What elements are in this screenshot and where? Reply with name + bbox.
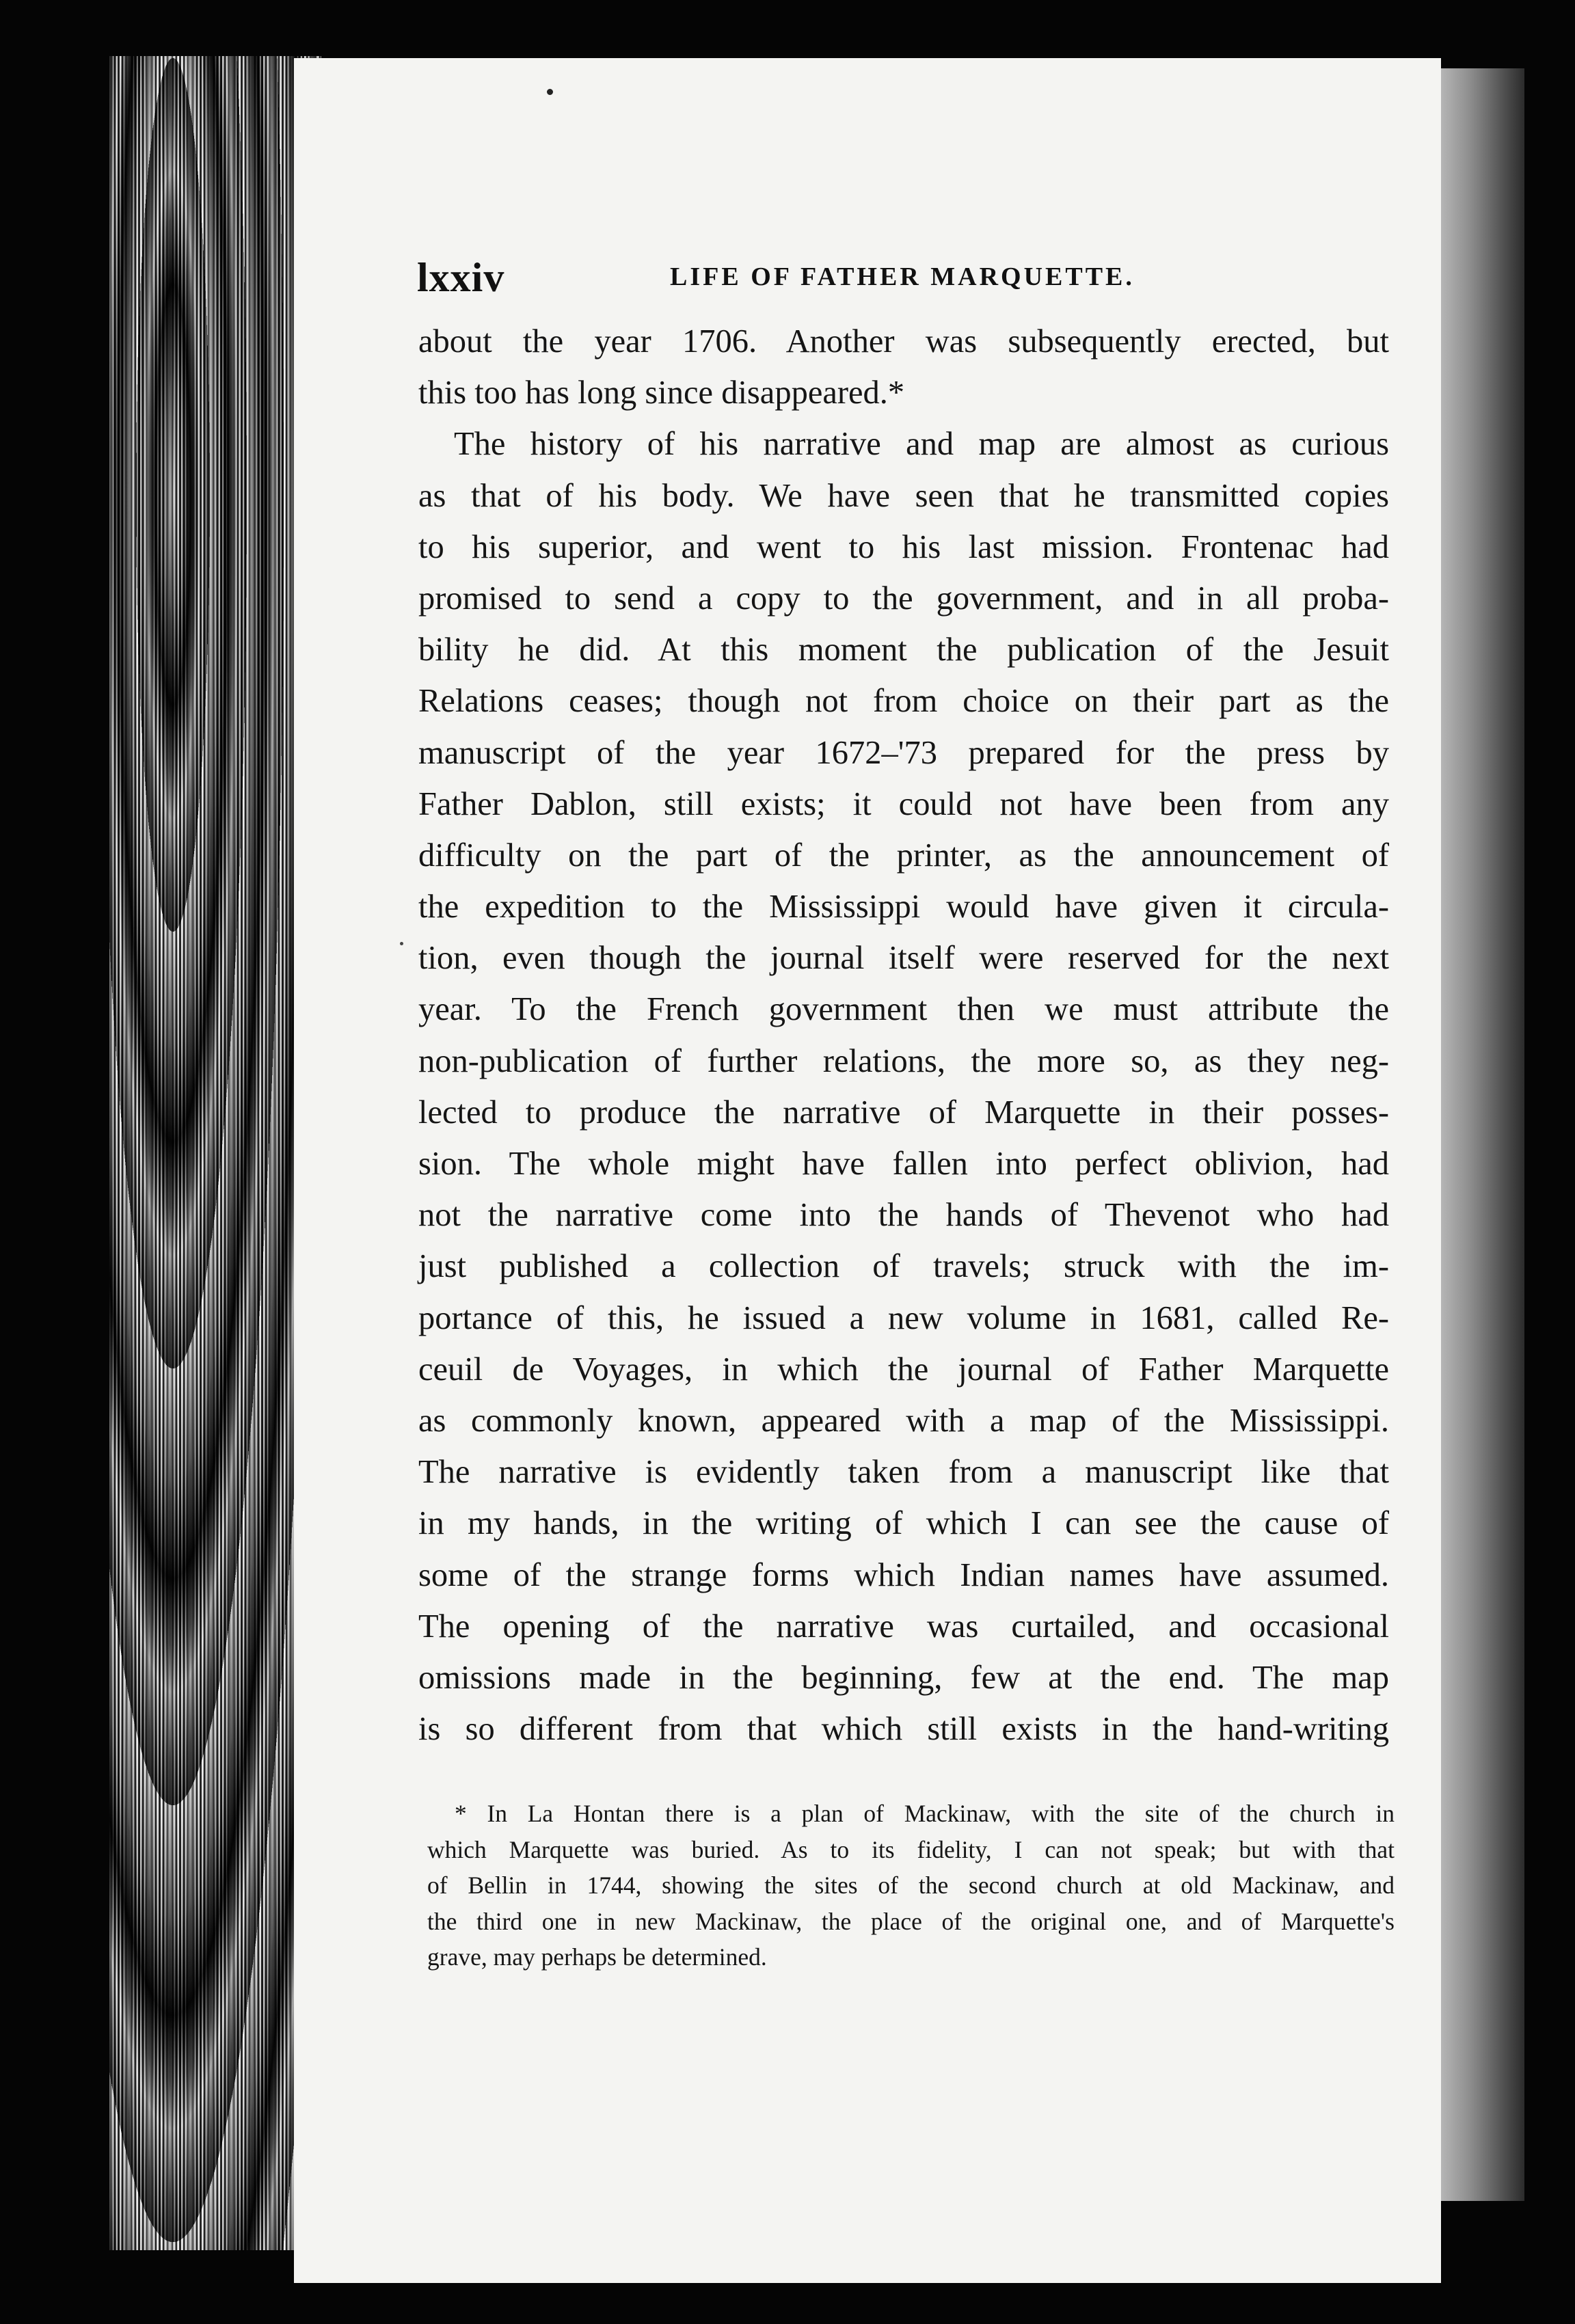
body-line: Relations ceases; though not from choice on their part as the (418, 683, 1389, 720)
body-line: some of the strange forms which Indian names have assumed. (418, 1556, 1389, 1593)
body-line: not the narrative come into the hands of Thevenot who had (418, 1197, 1389, 1234)
footnote-line: which Marquette was buried. As to its fidelity, I can not speak; but with that (427, 1835, 1395, 1863)
body-line: as that of his body. We have seen that he transmitted copies (418, 477, 1389, 514)
body-line: bility he did. At this moment the publication of the Jesuit (418, 632, 1389, 668)
footnote-line: the third one in new Mackinaw, the place of the original one, and of Marquette's (427, 1907, 1395, 1935)
footnote (427, 1796, 1395, 1975)
footnote-line: grave, may perhaps be determined. (427, 1943, 767, 1971)
body-line: just published a collection of travels; struck with the im- (418, 1248, 1389, 1285)
body-line: to his superior, and went to his last mission. Frontenac had (418, 528, 1389, 565)
body-line: non-publication of further relations, the more so, as they neg- (418, 1042, 1389, 1079)
body-line: portance of this, he issued a new volume in 1681, called Re- (418, 1299, 1389, 1336)
page-dot-mark (547, 89, 553, 95)
body-line: promised to send a copy to the government, and in all proba- (418, 580, 1389, 617)
body-text (418, 316, 1389, 1755)
facing-page-shadow (1436, 68, 1524, 2201)
body-line: manuscript of the year 1672–'73 prepared for the press by (418, 734, 1389, 771)
footnote-line: * In La Hontan there is a plan of Mackinaw, with the site of the church in (455, 1800, 1395, 1827)
body-line: tion, even though the journal itself were reserved for the next (418, 940, 1389, 977)
margin-dot-mark (400, 942, 403, 945)
body-line: Father Dablon, still exists; it could not have been from any (418, 785, 1389, 822)
body-line: The history of his narrative and map are almost as curious (454, 426, 1389, 463)
body-line: lected to produce the narrative of Marquette in their posses- (418, 1094, 1389, 1131)
marbled-book-edge (109, 56, 321, 2250)
body-line: year. To the French government then we must attribute the (418, 991, 1389, 1028)
footnote-line: of Bellin in 1744, showing the sites of the second church at old Mackinaw, and (427, 1872, 1395, 1899)
page-number: lxxiv (417, 255, 505, 300)
body-line: omissions made in the beginning, few at the end. The map (418, 1659, 1389, 1696)
running-head: LIFE OF FATHER MARQUETTE. (670, 262, 1135, 291)
body-line: The opening of the narrative was curtailed, and occasional (418, 1608, 1389, 1645)
body-line: ceuil de Voyages, in which the journal of Father Marquette (418, 1351, 1389, 1388)
body-line: is so different from that which still exists in the hand-writing (418, 1711, 1389, 1748)
body-line: in my hands, in the writing of which I can see the cause of (418, 1505, 1389, 1542)
body-line: this too has long since disappeared.* (418, 375, 905, 411)
body-line: about the year 1706. Another was subsequently erected, but (418, 323, 1389, 360)
body-line: the expedition to the Mississippi would have given it circula- (418, 889, 1389, 925)
body-line: The narrative is evidently taken from a manuscript like that (418, 1454, 1389, 1491)
body-line: difficulty on the part of the printer, as the announcement of (418, 837, 1389, 874)
body-line: sion. The whole might have fallen into perfect oblivion, had (418, 1146, 1389, 1182)
body-line: as commonly known, appeared with a map of the Mississippi. (418, 1402, 1389, 1439)
